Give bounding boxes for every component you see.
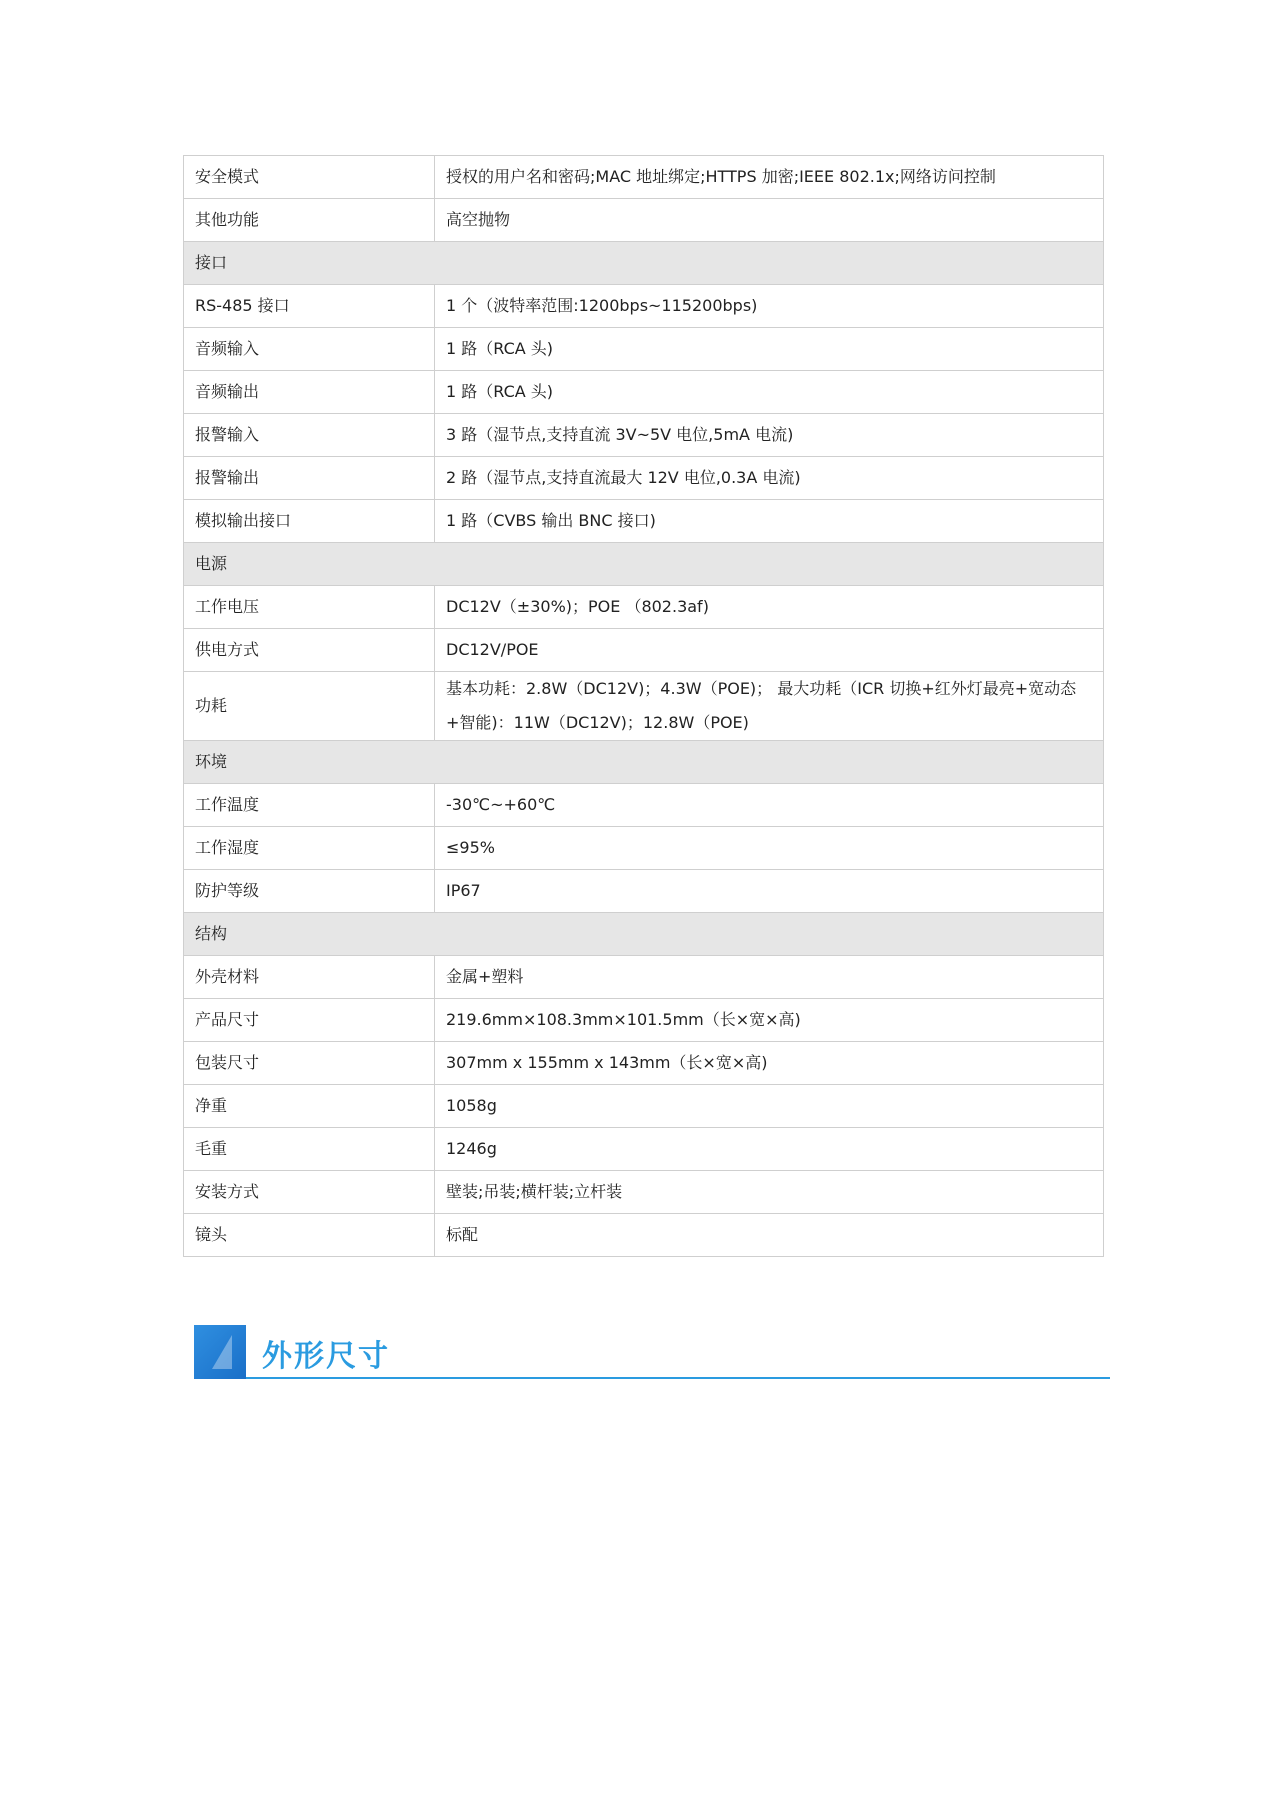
table-row: [184, 199, 1104, 242]
section-row: [184, 543, 1104, 586]
spec-value: 高空抛物: [435, 199, 1104, 242]
spec-label: 报警输出: [184, 457, 435, 500]
table-row: [184, 1171, 1104, 1214]
spec-value: 授权的用户名和密码;MAC 地址绑定;HTTPS 加密;IEEE 802.1x;网络访问控制: [435, 156, 1104, 199]
spec-value: 1 路（RCA 头): [435, 328, 1104, 371]
spec-label: 报警输入: [184, 414, 435, 457]
table-row: [184, 1042, 1104, 1085]
spec-value: -30℃~+60℃: [435, 784, 1104, 827]
table-row: [184, 784, 1104, 827]
table-row: [184, 1085, 1104, 1128]
spec-value: 1 路（RCA 头): [435, 371, 1104, 414]
table-row: [184, 1128, 1104, 1171]
table-row: [184, 156, 1104, 199]
spec-label: 防护等级: [184, 870, 435, 913]
table-row: [184, 629, 1104, 672]
section-row: [184, 741, 1104, 784]
spec-value: 307mm x 155mm x 143mm（长×宽×高): [435, 1042, 1104, 1085]
section-row: [184, 242, 1104, 285]
table-row: [184, 999, 1104, 1042]
spec-label: 模拟输出接口: [184, 500, 435, 543]
spec-label: 工作湿度: [184, 827, 435, 870]
spec-value: 1246g: [435, 1128, 1104, 1171]
table-row: [184, 285, 1104, 328]
table-row: [184, 870, 1104, 913]
section-label: 结构: [184, 913, 1104, 956]
section-heading-rule: [246, 1377, 1110, 1379]
spec-label: 功耗: [184, 672, 435, 741]
spec-value: 2 路（湿节点,支持直流最大 12V 电位,0.3A 电流): [435, 457, 1104, 500]
spec-value: ≤95%: [435, 827, 1104, 870]
spec-label: 产品尺寸: [184, 999, 435, 1042]
spec-label: 镜头: [184, 1214, 435, 1257]
table-row: [184, 500, 1104, 543]
table-row: [184, 956, 1104, 999]
section-label: 电源: [184, 543, 1104, 586]
spec-value: 基本功耗：2.8W（DC12V)；4.3W（POE)； 最大功耗（ICR 切换+红外灯最亮+宽动态+智能)：11W（DC12V)；12.8W（POE): [435, 672, 1104, 741]
section-heading-badge-icon: [194, 1325, 246, 1379]
table-row: [184, 414, 1104, 457]
table-row: [184, 1214, 1104, 1257]
spec-label: RS-485 接口: [184, 285, 435, 328]
spec-label: 供电方式: [184, 629, 435, 672]
spec-value: 3 路（湿节点,支持直流 3V~5V 电位,5mA 电流): [435, 414, 1104, 457]
spec-value: 1058g: [435, 1085, 1104, 1128]
spec-label: 安装方式: [184, 1171, 435, 1214]
spec-label: 毛重: [184, 1128, 435, 1171]
section-label: 接口: [184, 242, 1104, 285]
table-row: [184, 586, 1104, 629]
spec-label: 安全模式: [184, 156, 435, 199]
spec-label: 外壳材料: [184, 956, 435, 999]
spec-label: 包装尺寸: [184, 1042, 435, 1085]
table-row: [184, 371, 1104, 414]
spec-value: 1 路（CVBS 输出 BNC 接口): [435, 500, 1104, 543]
spec-label: 音频输入: [184, 328, 435, 371]
spec-label: 净重: [184, 1085, 435, 1128]
spec-label: 音频输出: [184, 371, 435, 414]
table-row: [184, 827, 1104, 870]
table-row: [184, 672, 1104, 741]
spec-value: 标配: [435, 1214, 1104, 1257]
section-heading-title: 外形尺寸: [262, 1339, 390, 1374]
section-row: [184, 913, 1104, 956]
spec-label: 其他功能: [184, 199, 435, 242]
spec-value: 金属+塑料: [435, 956, 1104, 999]
spec-value: 219.6mm×108.3mm×101.5mm（长×宽×高): [435, 999, 1104, 1042]
spec-value: 1 个（波特率范围:1200bps~115200bps): [435, 285, 1104, 328]
spec-table-body: [184, 156, 1104, 1257]
spec-table: [183, 155, 1104, 1257]
spec-label: 工作温度: [184, 784, 435, 827]
spec-value: DC12V/POE: [435, 629, 1104, 672]
table-row: [184, 328, 1104, 371]
spec-label: 工作电压: [184, 586, 435, 629]
spec-value: 壁装;吊装;横杆装;立杆装: [435, 1171, 1104, 1214]
spec-value: DC12V（±30%)；POE （802.3af): [435, 586, 1104, 629]
spec-value: IP67: [435, 870, 1104, 913]
section-heading: [194, 1325, 1110, 1379]
table-row: [184, 457, 1104, 500]
section-label: 环境: [184, 741, 1104, 784]
